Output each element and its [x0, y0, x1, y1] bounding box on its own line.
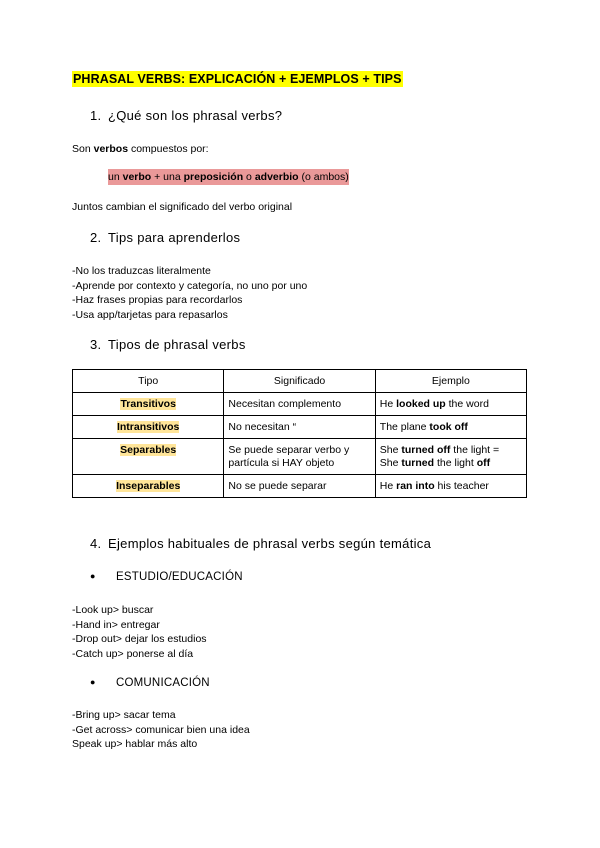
bullet-icon: ● — [90, 677, 96, 687]
section-number: 2. — [90, 230, 102, 245]
list-item: -Hand in> entregar — [72, 618, 160, 631]
section-heading-1 — [90, 108, 282, 123]
list-item: -Aprende por contexto y categoría, no uno por uno — [72, 279, 308, 292]
type-cell: Inseparables — [116, 480, 181, 492]
table-header-row — [73, 370, 527, 393]
table-row — [73, 416, 527, 439]
definition-outro: Juntos cambian el significado del verbo original — [72, 201, 293, 213]
example-cell: He looked up the word — [375, 393, 526, 416]
header-cell: Ejemplo — [375, 370, 526, 393]
list-item: -Usa app/tarjetas para repasarlos — [72, 308, 228, 321]
bold-verbos: verbos — [93, 143, 129, 155]
section-label: Ejemplos habituales de phrasal verbs según temática — [108, 536, 432, 551]
meaning-cell: No necesitan “ — [224, 416, 375, 439]
table-row — [73, 393, 527, 416]
meaning-cell: Se puede separar verbo y partícula si HAY objeto — [224, 439, 375, 475]
list-item: -Look up> buscar — [72, 604, 154, 616]
list-item: -Get across> comunicar bien una idea — [72, 723, 250, 736]
topic-list-education — [72, 603, 207, 661]
section-number: 3. — [90, 337, 102, 352]
type-cell: Separables — [120, 444, 177, 456]
types-table — [72, 369, 527, 498]
tips-list — [72, 264, 307, 322]
list-item: Speak up> hablar más alto — [72, 738, 198, 750]
section-label: Tips para aprenderlos — [108, 230, 241, 245]
page-title: PHRASAL VERBS: EXPLICACIÓN + EJEMPLOS + TIPS — [73, 72, 402, 86]
topic-heading-education: ● ESTUDIO/EDUCACIÓN — [90, 571, 243, 583]
section-label: Tipos de phrasal verbs — [108, 337, 246, 352]
section-number: 1. — [90, 108, 102, 123]
topic-heading-communication: ● COMUNICACIÓN — [90, 677, 210, 689]
meaning-cell: No se puede separar — [224, 475, 375, 498]
definition-formula: un verbo + una preposición o adverbio (o ambos) — [108, 171, 349, 183]
section-heading-3 — [90, 337, 246, 352]
list-item: -Drop out> dejar los estudios — [72, 633, 207, 645]
type-cell: Intransitivos — [116, 421, 180, 433]
list-item: -Haz frases propias para recordarlos — [72, 294, 243, 306]
list-item: -No los traduzcas literalmente — [72, 265, 211, 277]
example-cell: The plane took off — [375, 416, 526, 439]
section-label: ¿Qué son los phrasal verbs? — [108, 108, 283, 123]
example-cell: He ran into his teacher — [375, 475, 526, 498]
header-cell: Tipo — [73, 370, 224, 393]
list-item: -Catch up> ponerse al día — [72, 647, 194, 660]
meaning-cell: Necesitan complemento — [224, 393, 375, 416]
table-row — [73, 475, 527, 498]
bullet-icon: ● — [90, 571, 96, 581]
section-heading-2 — [90, 230, 240, 245]
example-cell: She turned off the light = She turned the light off — [375, 439, 526, 475]
header-cell: Significado — [224, 370, 375, 393]
definition-intro: Son verbos compuestos por: — [72, 143, 209, 155]
type-cell: Transitivos — [120, 398, 176, 410]
table-row — [73, 439, 527, 475]
topic-list-communication — [72, 708, 250, 752]
section-heading-4 — [90, 536, 431, 551]
section-number: 4. — [90, 536, 102, 551]
list-item: -Bring up> sacar tema — [72, 709, 176, 721]
